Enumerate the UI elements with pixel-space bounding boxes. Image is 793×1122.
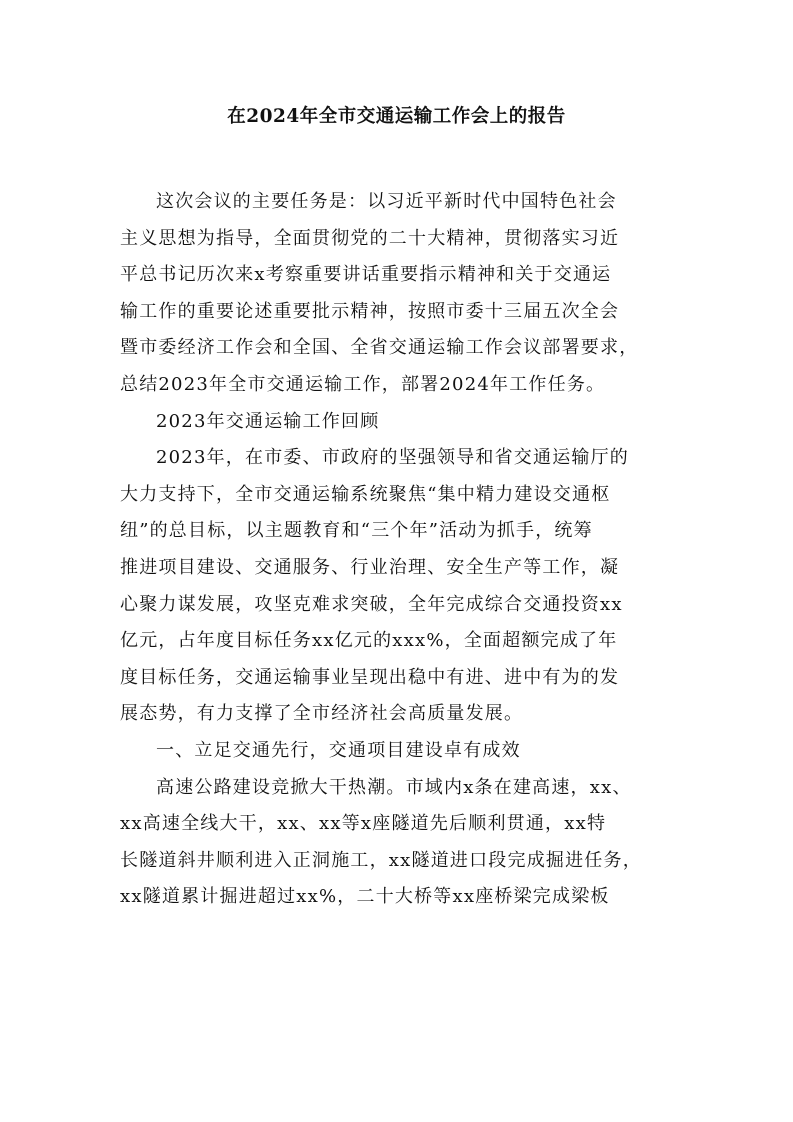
text-line: 度目标任务，交通运输事业呈现出稳中有进、进中有为的发 <box>120 666 620 688</box>
intro-paragraph <box>120 184 686 404</box>
highway-paragraph <box>120 770 686 916</box>
text-line: xx隧道累计掘进超过xx%，二十大桥等xx座桥梁完成梁板 <box>120 886 610 908</box>
text-line: 纽”的总目标，以主题教育和“三个年”活动为抓手，统筹 <box>120 520 593 542</box>
text-line: 推进项目建设、交通服务、行业治理、安全生产等工作，凝 <box>120 556 620 578</box>
text-line: 高速公路建设竞掀大干热潮。市域内x条在建高速，xx、 <box>156 776 632 798</box>
page-title: 在2024年全市交通运输工作会上的报告 <box>227 106 566 127</box>
text-line: 展态势，有力支撑了全市经济社会高质量发展。 <box>120 703 524 725</box>
text-line: 这次会议的主要任务是：以习近平新时代中国特色社会 <box>156 191 617 212</box>
subheading-1: 一、立足交通先行，交通项目建设卓有成效 <box>156 739 521 761</box>
text-line: xx高速全线大干，xx、xx等x座隧道先后顺利贯通，xx特 <box>120 813 607 835</box>
text-line: 大力支持下，全市交通运输系统聚焦“集中精力建设交通枢 <box>120 483 611 505</box>
text-line: 输工作的重要论述重要批示精神，按照市委十三届五次全会 <box>120 300 620 322</box>
review-paragraph <box>120 440 686 733</box>
text-line: 2023年，在市委、市政府的坚强领导和省交通运输厅的 <box>156 447 630 469</box>
text-line: 亿元，占年度目标任务xx亿元的xxx%，全面超额完成了年 <box>120 630 618 652</box>
text-line: 心聚力谋发展，攻坚克难求突破，全年完成综合交通投资xx <box>120 593 623 615</box>
text-line: 平总书记历次来x考察重要讲话重要指示精神和关于交通运 <box>120 264 612 286</box>
text-line: 主义思想为指导，全面贯彻党的二十大精神，贯彻落实习近 <box>120 227 620 249</box>
text-line: 长隧道斜井顺利进入正洞施工，xx隧道进口段完成掘进任务， <box>120 849 642 871</box>
text-line: 暨市委经济工作会和全国、全省交通运输工作会议部署要求， <box>120 337 639 359</box>
section-heading: 2023年交通运输工作回顾 <box>156 410 380 432</box>
document-body <box>120 184 686 916</box>
text-line: 总结2023年全市交通运输工作，部署2024年工作任务。 <box>120 373 606 395</box>
